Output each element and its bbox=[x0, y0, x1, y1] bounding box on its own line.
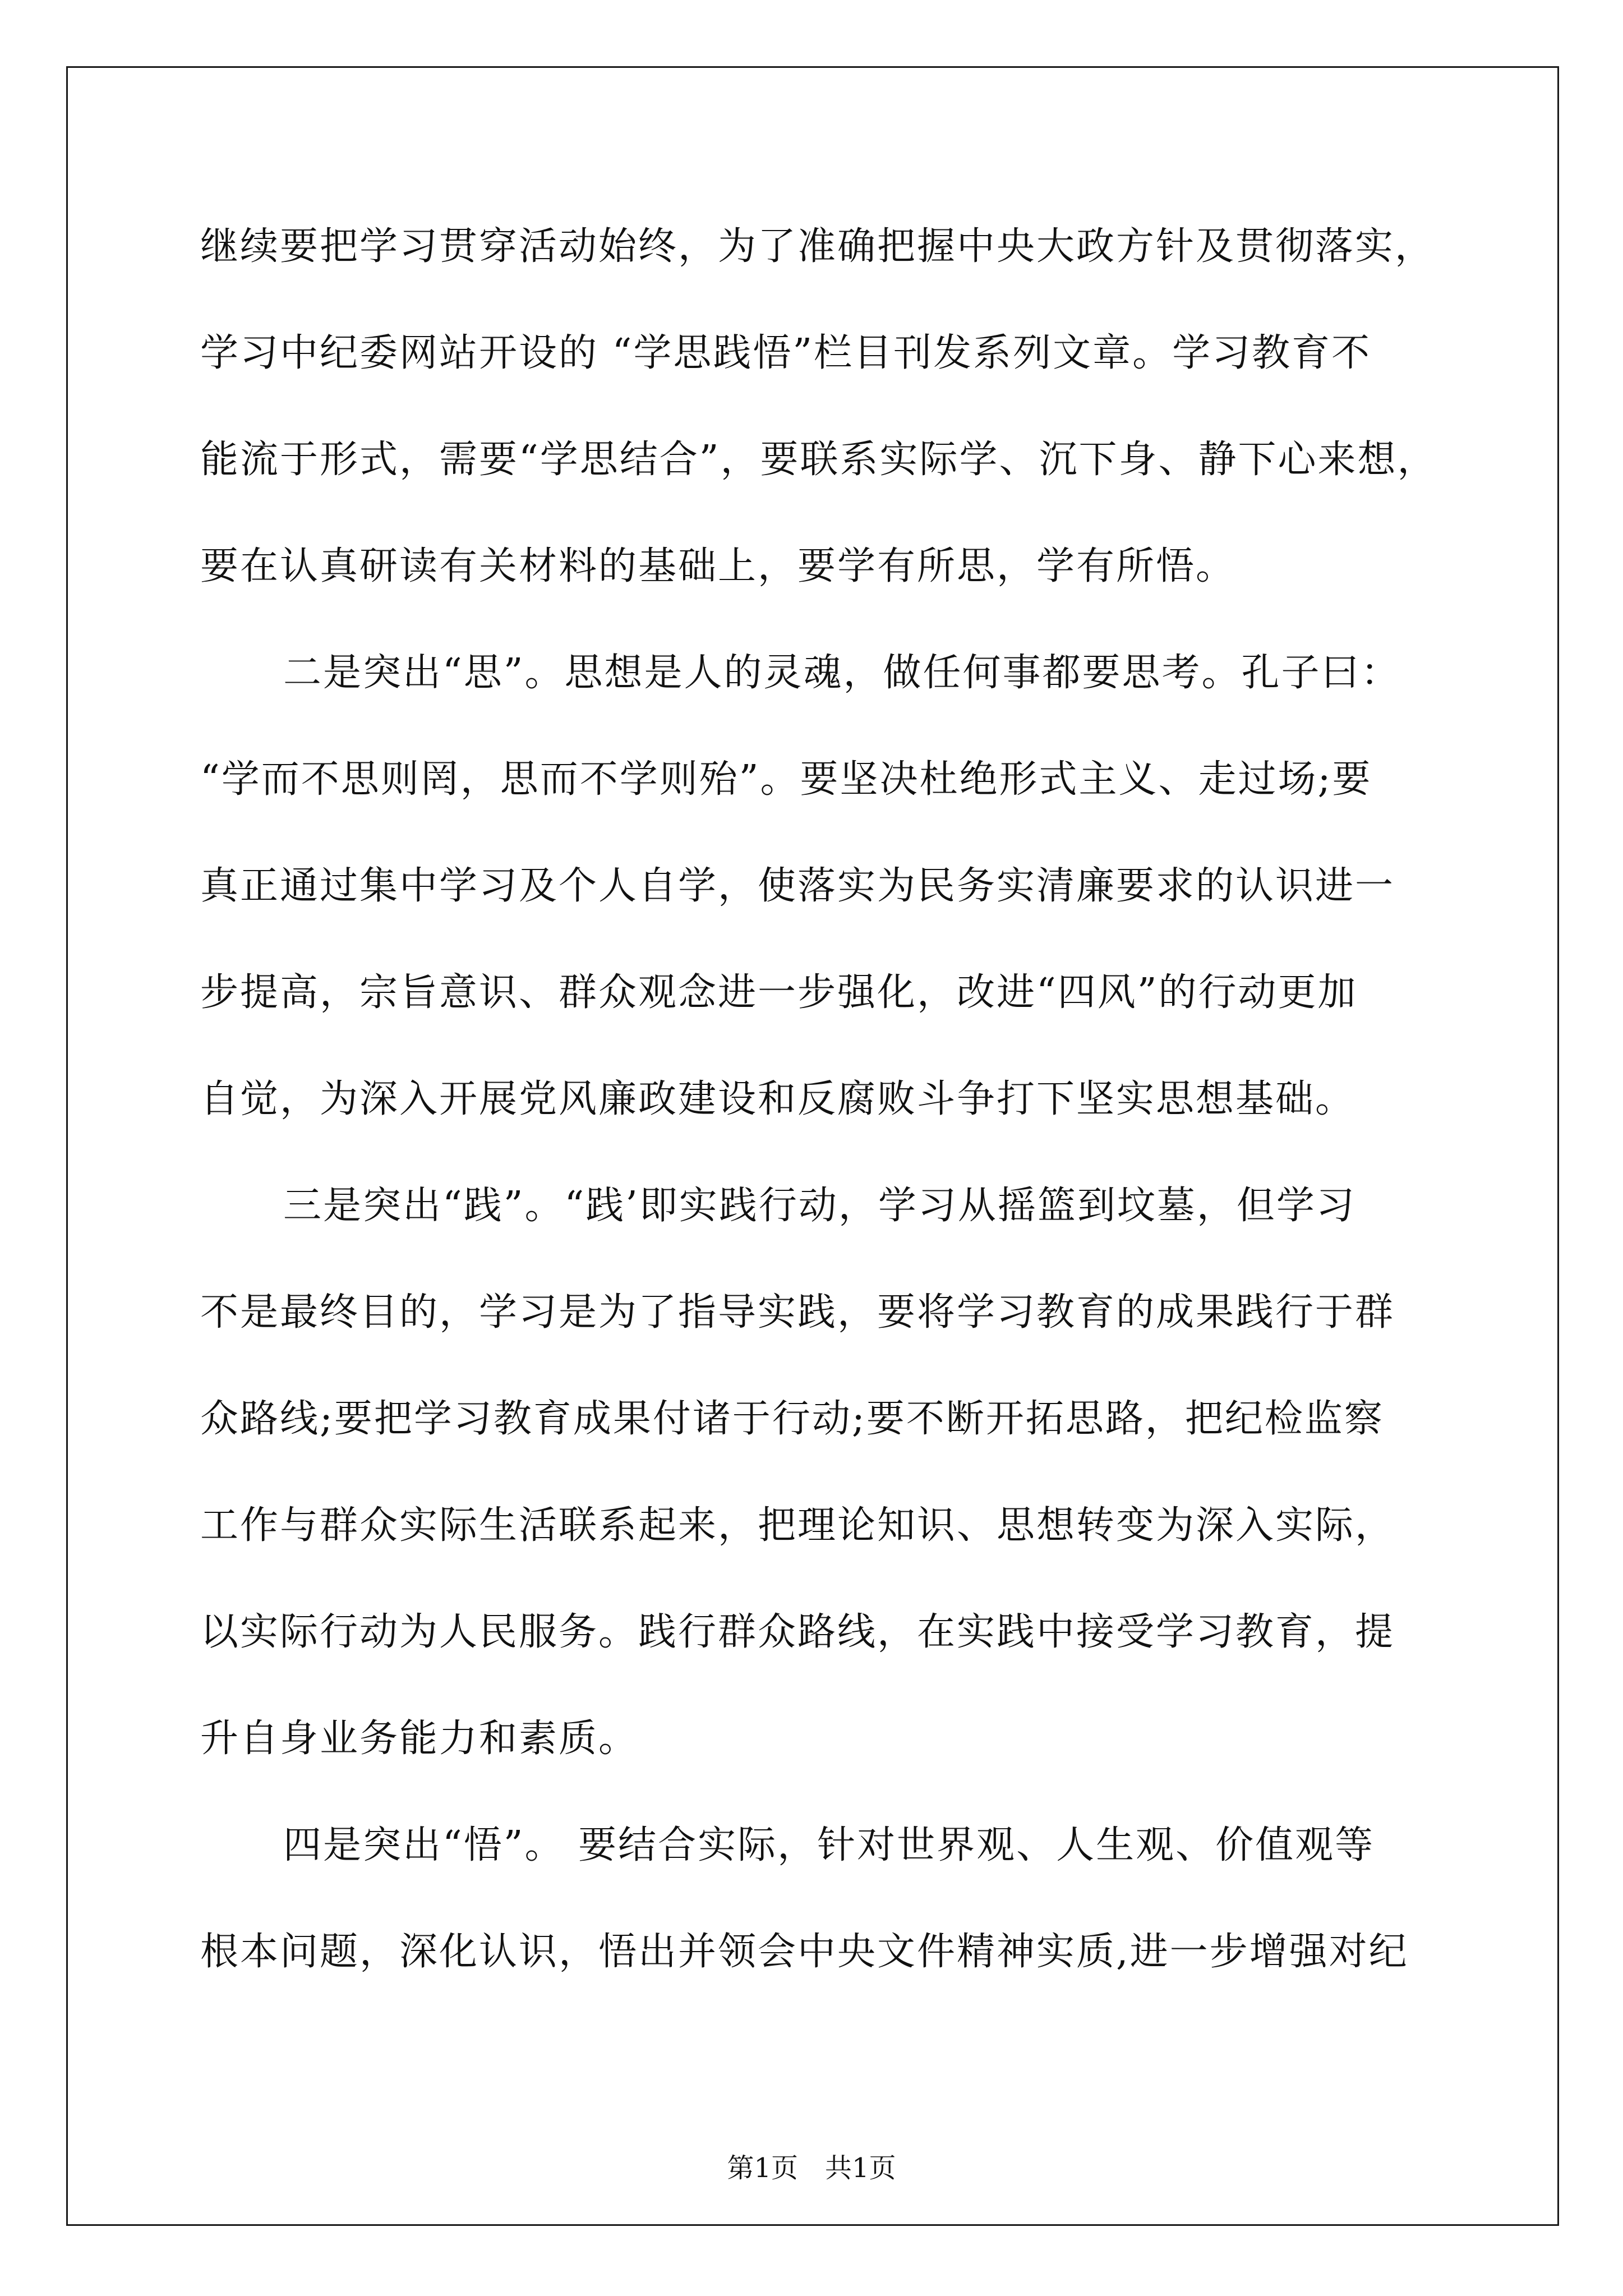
text-line: 工作与群众实际生活联系起来，把理论知识、思想转变为深入实际， bbox=[200, 1503, 1395, 1548]
text-line: 以实际行动为人民服务。践行群众路线，在实践中接受学习教育，提 bbox=[200, 1610, 1395, 1654]
text-line: 真正通过集中学习及个人自学，使落实为民务实清廉要求的认识进一 bbox=[200, 864, 1395, 908]
paragraph-start-line: 二是突出“思”。思想是人的灵魂，做任何事都要思考。孔子曰： bbox=[283, 651, 1401, 695]
text-line: 要在认真研读有关材料的基础上，要学有所思，学有所悟。 bbox=[200, 544, 1236, 588]
page-footer: 第1页 共1页 bbox=[727, 2152, 896, 2184]
text-line: 升自身业务能力和素质。 bbox=[200, 1717, 639, 1761]
text-line: 能流于形式，需要“学思结合”，要联系实际学、沉下身、静下心来想， bbox=[200, 438, 1437, 482]
text-line: 继续要把学习贯穿活动始终，为了准确把握中央大政方针及贯彻落实， bbox=[200, 224, 1435, 269]
text-line: 步提高，宗旨意识、群众观念进一步强化，改进“四风”的行动更加 bbox=[200, 970, 1358, 1015]
paragraph-start-line: 三是突出“践”。“践’即实践行动，学习从摇篮到坟墓，但学习 bbox=[283, 1184, 1356, 1228]
text-line: 学习中纪委网站开设的 “学思践悟”栏目刊发系列文章。学习教育不 bbox=[200, 331, 1372, 375]
text-line: “学而不思则罔，思而不学则殆”。要坚决杜绝形式主义、走过场;要 bbox=[200, 757, 1372, 802]
text-line: 众路线;要把学习教育成果付诸于行动;要不断开拓思路，把纪检监察 bbox=[200, 1397, 1384, 1441]
page-border bbox=[66, 66, 1559, 2226]
paragraph-start-line: 四是突出“悟”。 要结合实际，针对世界观、人生观、价值观等 bbox=[283, 1823, 1375, 1867]
text-line: 根本问题，深化认识，悟出并领会中央文件精神实质,进一步增强对纪 bbox=[200, 1930, 1409, 1974]
text-line: 不是最终目的，学习是为了指导实践，要将学习教育的成果践行于群 bbox=[200, 1290, 1395, 1335]
text-line: 自觉，为深入开展党风廉政建设和反腐败斗争打下坚实思想基础。 bbox=[200, 1077, 1355, 1121]
